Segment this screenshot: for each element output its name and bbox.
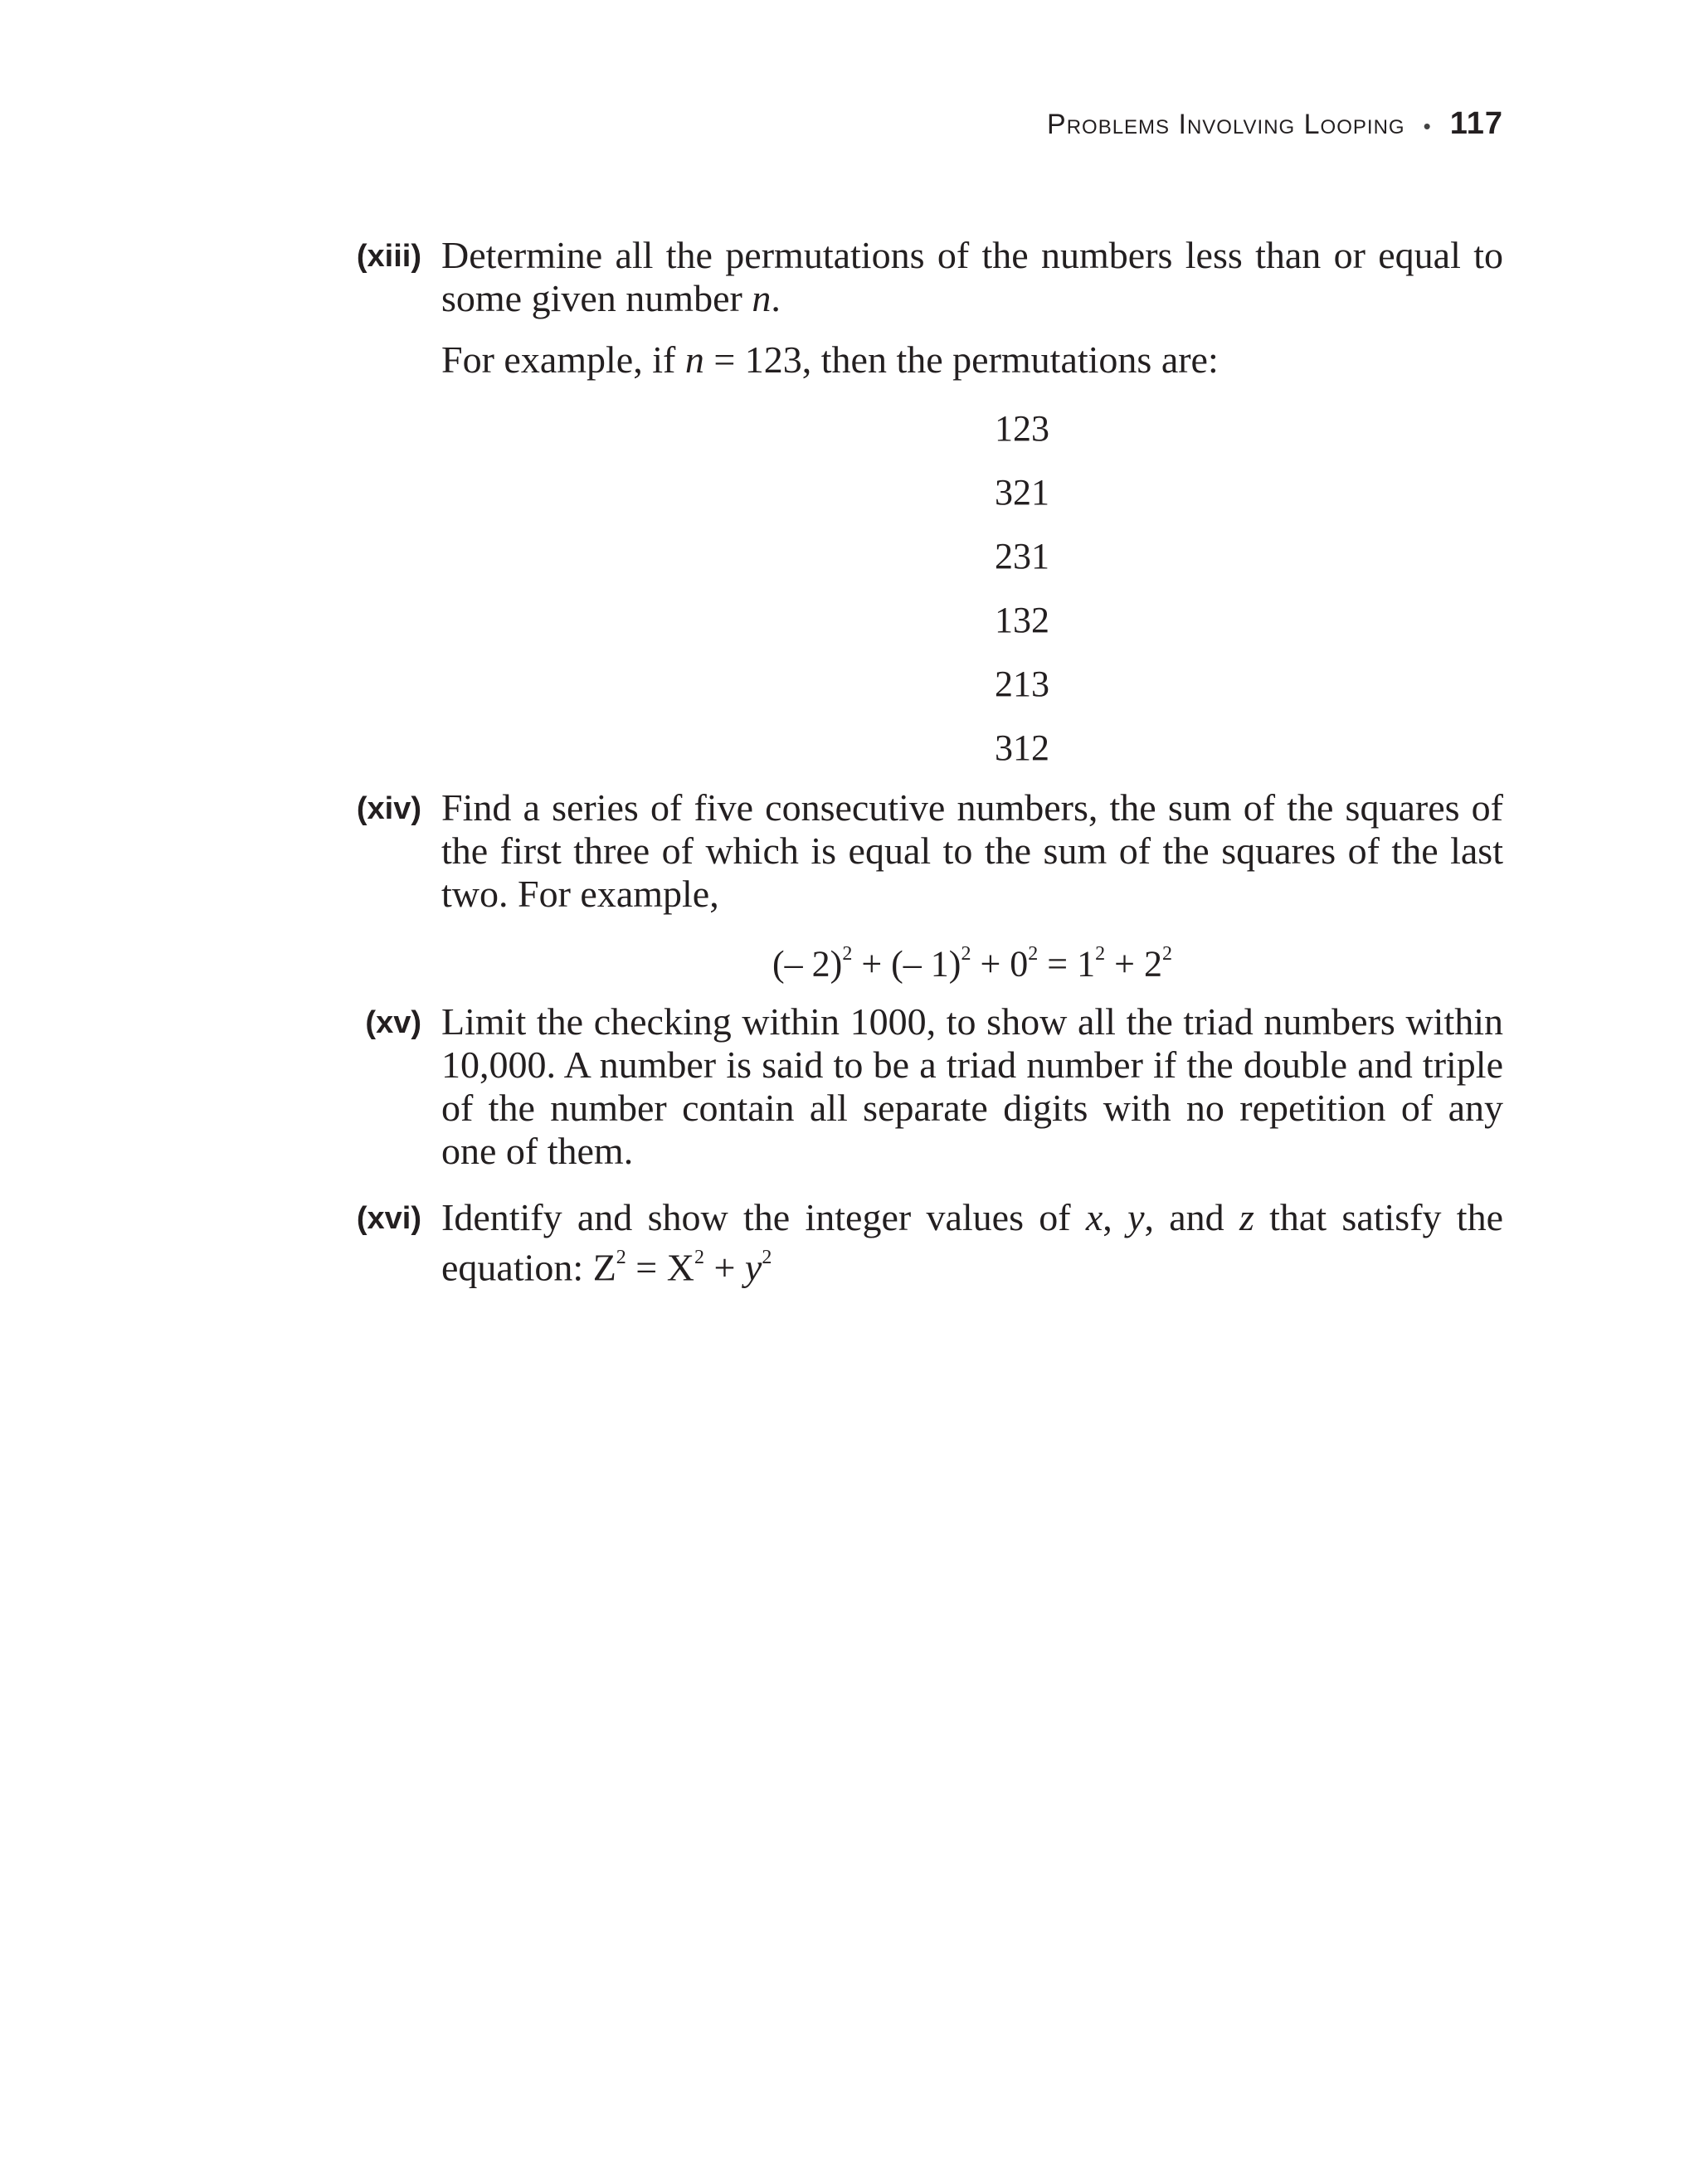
- running-head: [1047, 106, 1503, 142]
- text-segment: .: [771, 277, 781, 319]
- permutation-item: 132: [995, 600, 1049, 640]
- exponent: 2: [616, 1247, 626, 1268]
- problem-label: (xiv): [356, 791, 421, 826]
- exponent: 2: [1028, 943, 1039, 965]
- equation-term: + (– 1): [852, 943, 961, 985]
- problem-body: [441, 786, 1503, 986]
- permutation-item: 312: [995, 727, 1049, 768]
- problem-xiv: [338, 786, 1503, 986]
- problem-body: [441, 1000, 1503, 1173]
- equation-term: (– 2): [772, 943, 843, 985]
- problem-label: (xv): [365, 1005, 421, 1040]
- variable-n: n: [684, 338, 704, 381]
- variable-n: n: [752, 277, 772, 319]
- permutation-item: 321: [995, 472, 1049, 513]
- exponent: 2: [1161, 943, 1172, 965]
- exponent: 2: [961, 943, 971, 965]
- example-text: [441, 338, 1503, 382]
- exponent: 2: [694, 1247, 704, 1268]
- variable-z: z: [1239, 1196, 1254, 1238]
- text-segment: = 123, then the permutations are:: [703, 338, 1219, 381]
- exponent: 2: [1095, 943, 1106, 965]
- text-segment: , and: [1144, 1196, 1239, 1238]
- equation-term: + 0: [971, 943, 1029, 985]
- permutation-item: 213: [995, 664, 1049, 704]
- equation-term: + 2: [1105, 943, 1162, 985]
- example-equation: [441, 936, 1503, 986]
- text-segment: For example, if: [441, 338, 685, 381]
- variable-y: y: [1127, 1196, 1145, 1238]
- running-head-title: Problems Involving Looping: [1047, 109, 1405, 140]
- exponent: 2: [842, 943, 853, 965]
- problem-text: Find a series of five consecutive numbers, the sum of the squares of the first three of which is equal to the sum of the squares of the last two. For example,: [441, 786, 1503, 915]
- text-segment: that satisfy the equation:: [441, 1196, 1503, 1289]
- text-segment: ,: [1103, 1196, 1128, 1238]
- equation-term: Z: [592, 1246, 616, 1289]
- equation-term: +: [703, 1246, 745, 1289]
- permutation-item: 123: [995, 408, 1049, 449]
- problem-text: [441, 1196, 1503, 1289]
- problem-xiii: [338, 234, 1503, 780]
- permutation-item: 231: [995, 536, 1049, 576]
- problem-label: (xvi): [356, 1201, 421, 1236]
- page-number: 117: [1449, 106, 1503, 141]
- problem-label: (xiii): [356, 239, 421, 274]
- problem-xvi: [338, 1196, 1503, 1289]
- bullet-separator: •: [1423, 114, 1432, 139]
- equation-term: = 1: [1038, 943, 1096, 985]
- text-segment: Determine all the permutations of the numbers less than or equal to some given number: [441, 234, 1503, 319]
- variable-y: y: [744, 1246, 762, 1289]
- variable-x: x: [1085, 1196, 1103, 1238]
- problem-body: [441, 1196, 1503, 1289]
- equation-term: = X: [626, 1246, 694, 1289]
- text-segment: Identify and show the integer values of: [441, 1196, 1086, 1238]
- problem-body: [441, 234, 1503, 780]
- exponent: 2: [762, 1247, 772, 1268]
- permutation-list: [441, 396, 1503, 780]
- problem-text: Limit the checking within 1000, to show all the triad numbers within 10,000. A number is said to be a triad number if the double and triple of the number contain all separate digits with no repetition of any one of them.: [441, 1000, 1503, 1172]
- problem-text: [441, 234, 1503, 320]
- problem-xv: [338, 1000, 1503, 1173]
